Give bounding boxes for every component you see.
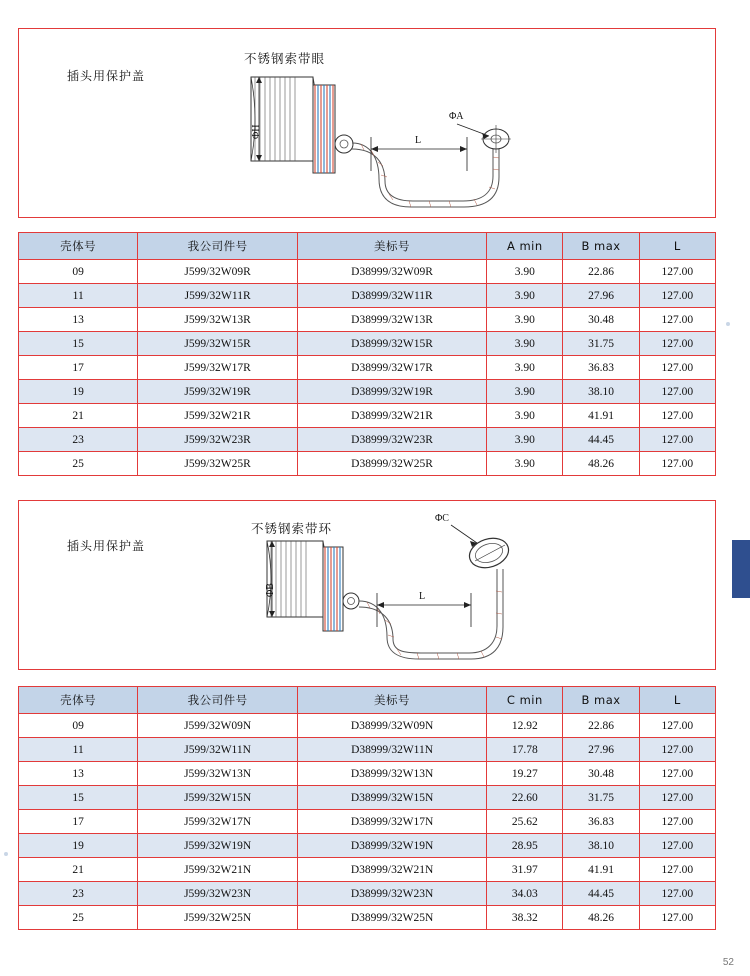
cell-part: J599/32W13R <box>138 308 298 332</box>
cell-usstd: D38999/32W17R <box>297 356 486 380</box>
cell-usstd: D38999/32W17N <box>297 810 486 834</box>
cell-shell: 17 <box>19 810 138 834</box>
cell-part: J599/32W17R <box>138 356 298 380</box>
cell-bmax: 44.45 <box>563 882 639 906</box>
figure-2-drawing <box>19 501 715 669</box>
table-row <box>19 834 716 858</box>
cell-l: 127.00 <box>639 356 715 380</box>
cell-amin: 3.90 <box>487 428 563 452</box>
cell-bmax: 22.86 <box>563 714 639 738</box>
col-header-part: 我公司件号 <box>138 687 298 714</box>
cell-shell: 23 <box>19 428 138 452</box>
table-header-row <box>19 233 716 260</box>
cell-l: 127.00 <box>639 834 715 858</box>
figure-1-caption: 插头用保护盖 <box>67 69 146 83</box>
cell-l: 127.00 <box>639 738 715 762</box>
page-number: 52 <box>722 957 734 968</box>
cell-part: J599/32W23R <box>138 428 298 452</box>
cell-l: 127.00 <box>639 332 715 356</box>
cell-part: J599/32W19N <box>138 834 298 858</box>
cell-shell: 15 <box>19 786 138 810</box>
cell-bmax: 22.86 <box>563 260 639 284</box>
col-header-bmax: B max <box>563 233 639 260</box>
cell-l: 127.00 <box>639 260 715 284</box>
cell-shell: 09 <box>19 714 138 738</box>
cell-bmax: 38.10 <box>563 380 639 404</box>
cell-usstd: D38999/32W15N <box>297 786 486 810</box>
cell-l: 127.00 <box>639 858 715 882</box>
cell-l: 127.00 <box>639 284 715 308</box>
table-row <box>19 738 716 762</box>
cell-part: J599/32W19R <box>138 380 298 404</box>
cell-amin: 3.90 <box>487 356 563 380</box>
cell-bmax: 41.91 <box>563 404 639 428</box>
figure-1-dim-phi-a: ΦA <box>449 111 464 122</box>
table-row <box>19 404 716 428</box>
cell-l: 127.00 <box>639 404 715 428</box>
col-header-part: 我公司件号 <box>138 233 298 260</box>
cell-shell: 21 <box>19 858 138 882</box>
cell-usstd: D38999/32W11R <box>297 284 486 308</box>
figure-2-dim-phi-b: ΦB <box>265 583 276 597</box>
figure-2-dim-l: L <box>419 591 426 602</box>
col-header-shell: 壳体号 <box>19 233 138 260</box>
col-header-amin: A min <box>487 233 563 260</box>
spec-table-2 <box>18 686 716 930</box>
cell-part: J599/32W21R <box>138 404 298 428</box>
cell-shell: 23 <box>19 882 138 906</box>
cell-cmin: 25.62 <box>487 810 563 834</box>
table-row <box>19 786 716 810</box>
table-header-row <box>19 687 716 714</box>
cell-cmin: 38.32 <box>487 906 563 930</box>
figure-2-caption: 插头用保护盖 <box>67 539 146 553</box>
figure-2-dim-phi-c: ΦC <box>435 513 449 524</box>
table-row <box>19 428 716 452</box>
cell-bmax: 36.83 <box>563 810 639 834</box>
cell-bmax: 48.26 <box>563 906 639 930</box>
table-row <box>19 332 716 356</box>
cell-usstd: D38999/32W21N <box>297 858 486 882</box>
cell-l: 127.00 <box>639 428 715 452</box>
cell-shell: 15 <box>19 332 138 356</box>
cell-usstd: D38999/32W09R <box>297 260 486 284</box>
cell-amin: 3.90 <box>487 332 563 356</box>
cell-bmax: 48.26 <box>563 452 639 476</box>
cell-shell: 09 <box>19 260 138 284</box>
table-row <box>19 284 716 308</box>
col-header-l: L <box>639 233 715 260</box>
cell-amin: 3.90 <box>487 452 563 476</box>
cell-bmax: 30.48 <box>563 762 639 786</box>
cell-cmin: 31.97 <box>487 858 563 882</box>
col-header-usstd: 美标号 <box>297 233 486 260</box>
table-row <box>19 356 716 380</box>
table-row <box>19 714 716 738</box>
cell-bmax: 31.75 <box>563 786 639 810</box>
cell-shell: 13 <box>19 762 138 786</box>
cell-amin: 3.90 <box>487 404 563 428</box>
cell-usstd: D38999/32W13R <box>297 308 486 332</box>
cell-usstd: D38999/32W13N <box>297 762 486 786</box>
cell-part: J599/32W09N <box>138 714 298 738</box>
col-header-cmin: C min <box>487 687 563 714</box>
decorative-dot <box>4 852 8 856</box>
cell-part: J599/32W25R <box>138 452 298 476</box>
cell-bmax: 27.96 <box>563 284 639 308</box>
cell-cmin: 28.95 <box>487 834 563 858</box>
cell-part: J599/32W15N <box>138 786 298 810</box>
table-row <box>19 260 716 284</box>
cell-shell: 21 <box>19 404 138 428</box>
cell-shell: 25 <box>19 906 138 930</box>
cell-part: J599/32W23N <box>138 882 298 906</box>
figure-2-title: 不锈钢索带环 <box>251 521 333 536</box>
cell-bmax: 31.75 <box>563 332 639 356</box>
cell-bmax: 30.48 <box>563 308 639 332</box>
cell-l: 127.00 <box>639 906 715 930</box>
cell-bmax: 38.10 <box>563 834 639 858</box>
cell-usstd: D38999/32W11N <box>297 738 486 762</box>
spec-table-1 <box>18 232 716 476</box>
table-row <box>19 858 716 882</box>
cell-cmin: 34.03 <box>487 882 563 906</box>
cell-usstd: D38999/32W19R <box>297 380 486 404</box>
cell-l: 127.00 <box>639 786 715 810</box>
col-header-bmax: B max <box>563 687 639 714</box>
cell-part: J599/32W17N <box>138 810 298 834</box>
cell-l: 127.00 <box>639 714 715 738</box>
table-row <box>19 308 716 332</box>
cell-cmin: 12.92 <box>487 714 563 738</box>
cell-l: 127.00 <box>639 308 715 332</box>
table-row <box>19 906 716 930</box>
table-row <box>19 452 716 476</box>
table-row <box>19 380 716 404</box>
cell-usstd: D38999/32W25R <box>297 452 486 476</box>
cell-part: J599/32W15R <box>138 332 298 356</box>
cell-part: J599/32W11N <box>138 738 298 762</box>
cell-shell: 11 <box>19 284 138 308</box>
table-row <box>19 882 716 906</box>
cell-part: J599/32W21N <box>138 858 298 882</box>
table-row <box>19 762 716 786</box>
figure-1-title: 不锈钢索带眼 <box>244 51 326 66</box>
cell-bmax: 36.83 <box>563 356 639 380</box>
cell-usstd: D38999/32W15R <box>297 332 486 356</box>
cell-amin: 3.90 <box>487 284 563 308</box>
cell-l: 127.00 <box>639 882 715 906</box>
cell-part: J599/32W09R <box>138 260 298 284</box>
cell-usstd: D38999/32W25N <box>297 906 486 930</box>
cell-amin: 3.90 <box>487 308 563 332</box>
cell-usstd: D38999/32W21R <box>297 404 486 428</box>
cell-part: J599/32W11R <box>138 284 298 308</box>
cell-shell: 19 <box>19 834 138 858</box>
cell-cmin: 19.27 <box>487 762 563 786</box>
cell-amin: 3.90 <box>487 260 563 284</box>
cell-l: 127.00 <box>639 452 715 476</box>
cell-usstd: D38999/32W19N <box>297 834 486 858</box>
decorative-dot <box>726 322 730 326</box>
cell-usstd: D38999/32W23N <box>297 882 486 906</box>
figure-panel-1 <box>18 28 716 218</box>
cell-shell: 19 <box>19 380 138 404</box>
col-header-shell: 壳体号 <box>19 687 138 714</box>
page-edge-tab <box>732 540 750 598</box>
cell-l: 127.00 <box>639 762 715 786</box>
cell-cmin: 22.60 <box>487 786 563 810</box>
cell-shell: 13 <box>19 308 138 332</box>
cell-l: 127.00 <box>639 810 715 834</box>
figure-1-dim-l: L <box>415 135 422 146</box>
cell-bmax: 41.91 <box>563 858 639 882</box>
table-row <box>19 810 716 834</box>
cell-amin: 3.90 <box>487 380 563 404</box>
cell-l: 127.00 <box>639 380 715 404</box>
figure-1-dim-phi-h: ΦH <box>251 124 262 139</box>
cell-shell: 25 <box>19 452 138 476</box>
cell-part: J599/32W25N <box>138 906 298 930</box>
cell-cmin: 17.78 <box>487 738 563 762</box>
col-header-usstd: 美标号 <box>297 687 486 714</box>
cell-bmax: 44.45 <box>563 428 639 452</box>
figure-panel-2 <box>18 500 716 670</box>
cell-part: J599/32W13N <box>138 762 298 786</box>
cell-shell: 17 <box>19 356 138 380</box>
figure-1-drawing <box>19 29 715 217</box>
col-header-l: L <box>639 687 715 714</box>
cell-usstd: D38999/32W09N <box>297 714 486 738</box>
cell-shell: 11 <box>19 738 138 762</box>
cell-usstd: D38999/32W23R <box>297 428 486 452</box>
cell-bmax: 27.96 <box>563 738 639 762</box>
